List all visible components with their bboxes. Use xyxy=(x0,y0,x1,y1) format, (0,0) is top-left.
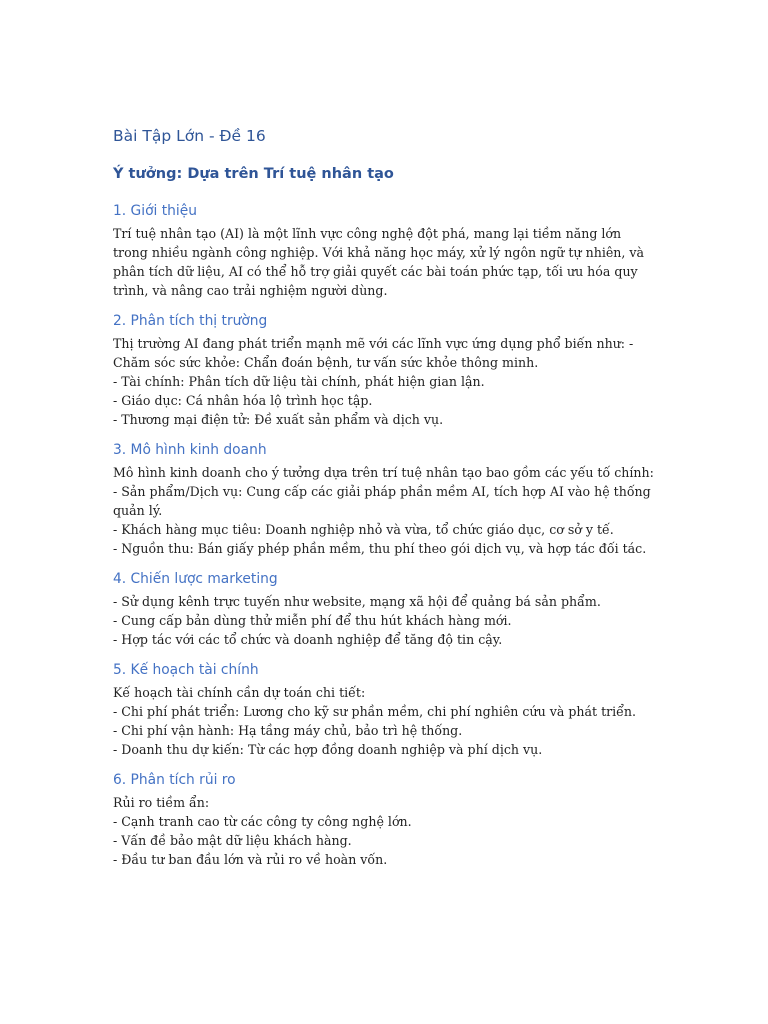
section-line: - Khách hàng mục tiêu: Doanh nghiệp nhỏ và vừa, tổ chức giáo dục, cơ sở y tế. xyxy=(113,522,614,537)
section-line: - Cạnh tranh cao từ các công ty công nghệ lớn. xyxy=(113,814,412,829)
section-heading: 5. Kế hoạch tài chính xyxy=(113,662,259,678)
section-line: - Vấn đề bảo mật dữ liệu khách hàng. xyxy=(113,833,352,848)
section-heading: 6. Phân tích rủi ro xyxy=(113,772,236,788)
section-line: - Doanh thu dự kiến: Từ các hợp đồng doanh nghiệp và phí dịch vụ. xyxy=(113,742,543,757)
document-page xyxy=(113,124,658,879)
section-market-analysis xyxy=(113,310,658,429)
section-line: - Thương mại điện tử: Đề xuất sản phẩm và dịch vụ. xyxy=(113,412,444,427)
section-paragraph: Trí tuệ nhân tạo (AI) là một lĩnh vực công nghệ đột phá, mang lại tiềm năng lớn trong nhiều ngành công nghiệp. Với khả năng học máy, xử lý ngôn ngữ tự nhiên, và phân tích dữ liệu, AI có thể hỗ trợ giải quyết các bài toán phức tạp, tối ưu hóa quy trình, và nâng cao trải nghiệm người dùng. xyxy=(113,226,645,298)
section-line: - Đầu tư ban đầu lớn và rủi ro về hoàn vốn. xyxy=(113,852,388,867)
section-heading: 3. Mô hình kinh doanh xyxy=(113,442,267,458)
section-line: - Cung cấp bản dùng thử miễn phí để thu hút khách hàng mới. xyxy=(113,613,512,628)
section-heading: 4. Chiến lược marketing xyxy=(113,571,278,587)
section-line: Rủi ro tiềm ẩn: xyxy=(113,795,210,810)
document-title: Bài Tập Lớn - Đề 16 xyxy=(113,127,266,145)
section-business-model xyxy=(113,439,658,558)
section-line: - Sử dụng kênh trực tuyến như website, mạng xã hội để quảng bá sản phẩm. xyxy=(113,594,601,609)
section-line: Thị trường AI đang phát triển mạnh mẽ với các lĩnh vực ứng dụng phổ biến như: - Chăm sóc sức khỏe: Chẩn đoán bệnh, tư vấn sức khỏe thông minh. xyxy=(113,336,634,370)
section-heading: 2. Phân tích thị trường xyxy=(113,313,268,329)
section-heading: 1. Giới thiệu xyxy=(113,203,197,219)
section-line: - Chi phí vận hành: Hạ tầng máy chủ, bảo trì hệ thống. xyxy=(113,723,463,738)
section-line: Kế hoạch tài chính cần dự toán chi tiết: xyxy=(113,685,366,700)
section-financial-plan xyxy=(113,659,658,759)
section-introduction xyxy=(113,200,658,300)
section-marketing-strategy xyxy=(113,568,658,649)
document-subtitle: Ý tưởng: Dựa trên Trí tuệ nhân tạo xyxy=(113,166,394,182)
section-risk-analysis xyxy=(113,769,658,869)
section-line: Mô hình kinh doanh cho ý tưởng dựa trên trí tuệ nhân tạo bao gồm các yếu tố chính: xyxy=(113,465,654,480)
section-line: - Hợp tác với các tổ chức và doanh nghiệp để tăng độ tin cậy. xyxy=(113,632,503,647)
section-line: - Sản phẩm/Dịch vụ: Cung cấp các giải pháp phần mềm AI, tích hợp AI vào hệ thống quản lý. xyxy=(113,484,651,518)
section-line: - Tài chính: Phân tích dữ liệu tài chính, phát hiện gian lận. xyxy=(113,374,485,389)
section-line: - Nguồn thu: Bán giấy phép phần mềm, thu phí theo gói dịch vụ, và hợp tác đối tác. xyxy=(113,541,647,556)
section-line: - Chi phí phát triển: Lương cho kỹ sư phần mềm, chi phí nghiên cứu và phát triển. xyxy=(113,704,637,719)
section-line: - Giáo dục: Cá nhân hóa lộ trình học tập. xyxy=(113,393,373,408)
